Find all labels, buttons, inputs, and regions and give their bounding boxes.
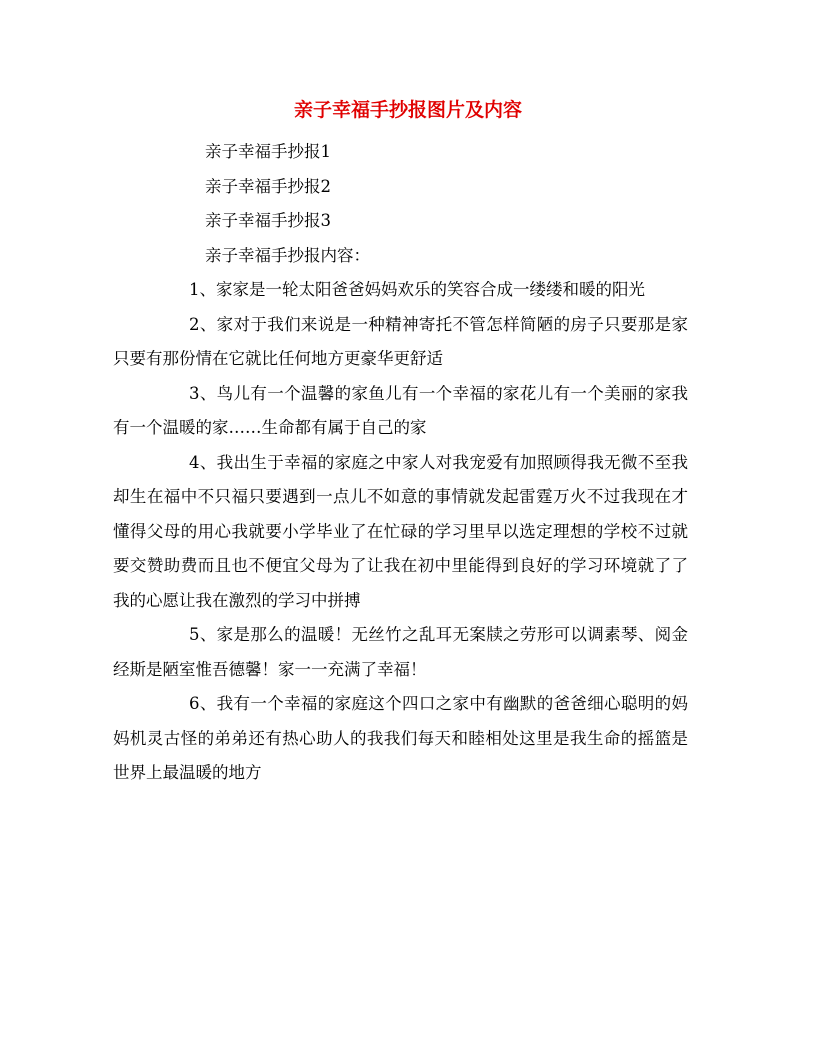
- index-line-2: 亲子幸福手抄报2: [205, 176, 331, 196]
- paragraph-1: 1、家家是一轮太阳爸爸妈妈欢乐的笑容合成一缕缕和暖的阳光: [189, 280, 645, 299]
- document-body: [113, 135, 688, 791]
- index-line-3: 亲子幸福手抄报3: [205, 211, 331, 230]
- paragraph-3: 3、鸟儿有一个温馨的家鱼儿有一个幸福的家花儿有一个美丽的家我有一个温暖的家……生命都有属于自己的家: [113, 383, 688, 437]
- paragraph-4: 4、我出生于幸福的家庭之中家人对我宠爱有加照顾得我无微不至我却生在福中不只福只要遇到一点儿不如意的事情就发起雷霆万火不过我现在才懂得父母的用心我就要小学毕业了在忙碌的学习里早以选定理想的学校不过就要交赞助费而且也不便宜父母为了让我在初中里能得到良好的学习环境就了了我的心愿让我在激烈的学习中拼搏: [113, 452, 688, 610]
- paragraph-2: 2、家对于我们来说是一种精神寄托不管怎样简陋的房子只要那是家只要有那份情在它就比任何地方更豪华更舒适: [113, 314, 688, 368]
- document-title: 亲子幸福手抄报图片及内容: [293, 99, 522, 121]
- index-line-1: 亲子幸福手抄报1: [205, 142, 331, 161]
- index-line-content-heading: 亲子幸福手抄报内容：: [205, 245, 370, 265]
- paragraph-5: 5、家是那么的温暖！无丝竹之乱耳无案牍之劳形可以调素琴、阅金经斯是陋室惟吾德馨！家一一充满了幸福！: [113, 625, 688, 679]
- paragraph-6: 6、我有一个幸福的家庭这个四口之家中有幽默的爸爸细心聪明的妈妈机灵古怪的弟弟还有热心助人的我我们每天和睦相处这里是我生命的摇篮是世界上最温暖的地方: [113, 694, 688, 782]
